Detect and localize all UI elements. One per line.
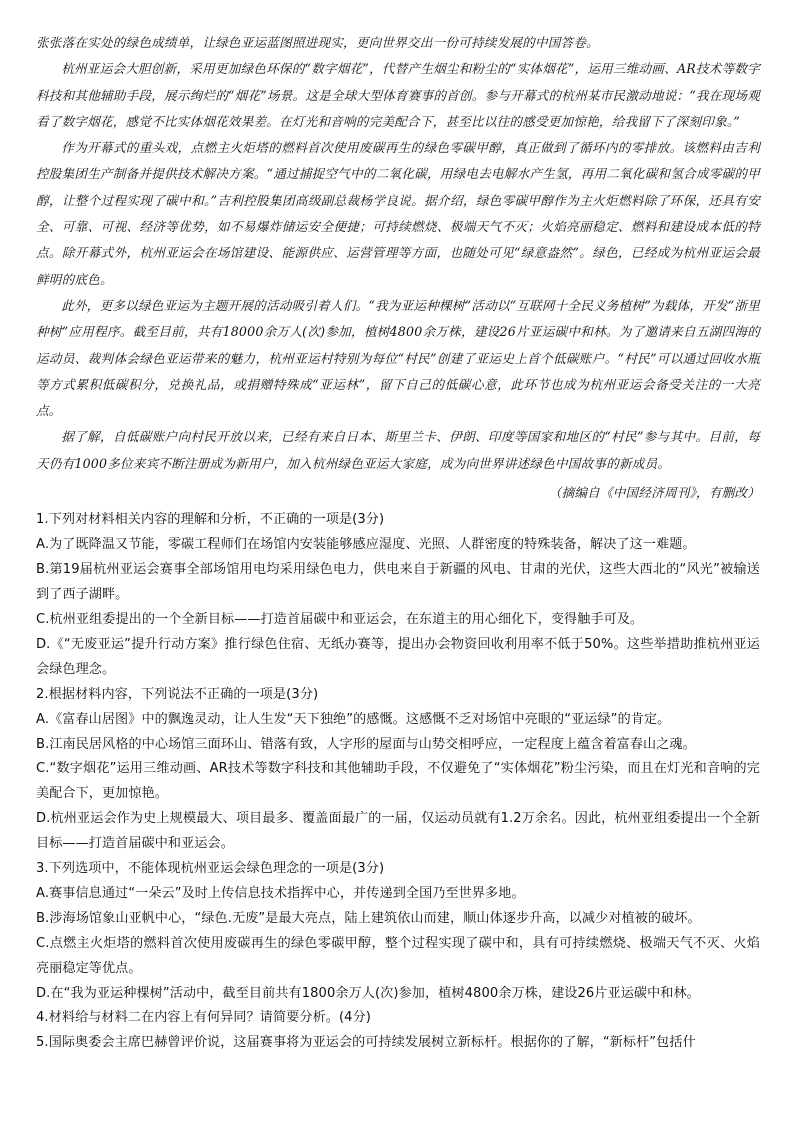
passage-source: （摘编自《中国经济周刊》，有删改） <box>548 485 760 501</box>
exam-page <box>36 30 760 1056</box>
question-stem: 1.下列对材料相关内容的理解和分析，不正确的一项是(3分) <box>36 512 385 528</box>
reading-passage <box>36 30 760 506</box>
answer-option: D.在“我为亚运种棵树”活动中，截至目前共有1800余万人(次)参加，植树4800余万株，建设26片亚运碳中和林。 <box>36 985 700 1001</box>
question-stem: 2.根据材料内容，下列说法不正确的一项是(3分) <box>36 686 319 702</box>
passage-paragraph: 杭州亚运会大胆创新，采用更加绿色环保的“数字烟花”，代替产生烟尘和粉尘的“实体烟花”，运用三维动画、AR技术等数字科技和其他辅助手段，展示绚烂的“烟花”场景。这是全球大型体育赛事的首创。参与开幕式的杭州某市民激动地说：“我在现场观看了数字烟花，感觉不比实体烟花效果差。在灯光和音响的完美配合下，甚至比以往的感受更加惊艳，给我留下了深刻印象。” <box>36 61 760 129</box>
answer-option: A.为了既降温又节能，零碳工程师们在场馆内安装能够感应湿度、光照、人群密度的特殊装备，解决了这一难题。 <box>36 537 696 553</box>
answer-option: B.江南民居风格的中心场馆三面环山、错落有致，人字形的屋面与山势交相呼应，一定程度上蕴含着富春山之魂。 <box>36 736 696 752</box>
answer-option: B.涉海场馆象山亚帆中心，“绿色.无废”是最大亮点，陆上建筑依山而建，顺山体逐步升高，以减少对植被的破坏。 <box>36 910 701 926</box>
questions-section <box>36 508 760 1056</box>
answer-option: D.杭州亚运会作为史上规模最大、项目最多、覆盖面最广的一届，仅运动员就有1.2万余名。因此，杭州亚组委提出一个全新目标——打造首届碳中和亚运会。 <box>36 811 760 852</box>
passage-paragraph: 作为开幕式的重头戏，点燃主火炬塔的燃料首次使用废碳再生的绿色零碳甲醇，真正做到了循环内的零排放。该燃料由吉利控股集团生产制备并提供技术解决方案。“通过捕捉空气中的二氧化碳，用绿电去电解水产生氢，再用二氧化碳和氢合成零碳的甲醇，让整个过程实现了碳中和。”吉利控股集团高级副总裁杨学良说。据介绍，绿色零碳甲醇作为主火炬燃料除了环保，还具有安全、可靠、可视、经济等优势，如不易爆炸储运安全便捷；可持续燃烧、极端天气不灭；火焰亮丽稳定、燃料和建设成本低的特点。除开幕式外，杭州亚运会在场馆建设、能源供应、运营管理等方面，也随处可见“绿意盎然”。绿色，已经成为杭州亚运会最鲜明的底色。 <box>36 140 760 287</box>
answer-option: A.《富春山居图》中的飘逸灵动，让人生发“天下独绝”的感慨。这感慨不乏对场馆中亮眼的“亚运绿”的肯定。 <box>36 711 671 727</box>
answer-option: B.第19届杭州亚运会赛事全部场馆用电均采用绿色电力，供电来自于新疆的风电、甘肃的光伏，这些大西北的“风光”被输送到了西子湖畔。 <box>36 562 760 603</box>
answer-option: C.“数字烟花”运用三维动画、AR技术等数字科技和其他辅助手段，不仅避免了“实体烟花”粉尘污染，而且在灯光和音响的完美配合下，更加惊艳。 <box>36 761 760 802</box>
answer-option: C.点燃主火炬塔的燃料首次使用废碳再生的绿色零碳甲醇，整个过程实现了碳中和，具有可持续燃烧、极端天气不灭、火焰亮丽稳定等优点。 <box>36 935 760 976</box>
answer-option: D.《“无废亚运”提升行动方案》推行绿色住宿、无纸办赛等，提出办会物资回收利用率不低于50%。这些举措助推杭州亚运会绿色理念。 <box>36 636 760 677</box>
passage-paragraph: 张张落在实处的绿色成绩单，让绿色亚运蓝图照进现实，更向世界交出一份可持续发展的中国答卷。 <box>36 35 599 50</box>
passage-paragraph: 此外，更多以绿色亚运为主题开展的活动吸引着人们。“我为亚运种棵树”活动以“互联网十全民义务植树”为载体，开发“浙里种树”应用程序。截至目前，共有18000余万人(次)参加，植树4800余万株，建设26片亚运碳中和林。为了邀请来自五湖四海的运动员、裁判体会绿色亚运带来的魅力，杭州亚运村特别为每位“村民”创建了亚运史上首个低碳账户。“村民”可以通过回收水瓶等方式累积低碳积分，兑换礼品，或捐赠特殊成“亚运林”，留下自己的低碳心意，此环节也成为杭州亚运会备受关注的一大亮点。 <box>36 297 760 419</box>
question-stem: 3.下列选项中，不能体现杭州亚运会绿色理念的一项是(3分) <box>36 861 385 877</box>
passage-paragraph: 据了解，自低碳账户向村民开放以来，已经有来自日本、斯里兰卡、伊朗、印度等国家和地区的“村民”参与其中。目前，每天仍有1000多位来宾不断注册成为新用户，加入杭州绿色亚运大家庭，成为向世界讲述绿色中国故事的新成员。 <box>36 429 760 471</box>
question-stem: 5.国际奥委会主席巴赫曾评价说，这届赛事将为亚运会的可持续发展树立新标杆。根据你的了解，“新标杆”包括什 <box>36 1035 696 1051</box>
answer-option: A.赛事信息通过“一朵云”及时上传信息技术指挥中心，并传递到全国乃至世界多地。 <box>36 885 525 901</box>
question-stem: 4.材料给与材料二在内容上有何异同？请简要分析。(4分) <box>36 1010 371 1026</box>
answer-option: C.杭州亚组委提出的一个全新目标——打造首届碳中和亚运会，在东道主的用心细化下，变得触手可及。 <box>36 611 644 627</box>
